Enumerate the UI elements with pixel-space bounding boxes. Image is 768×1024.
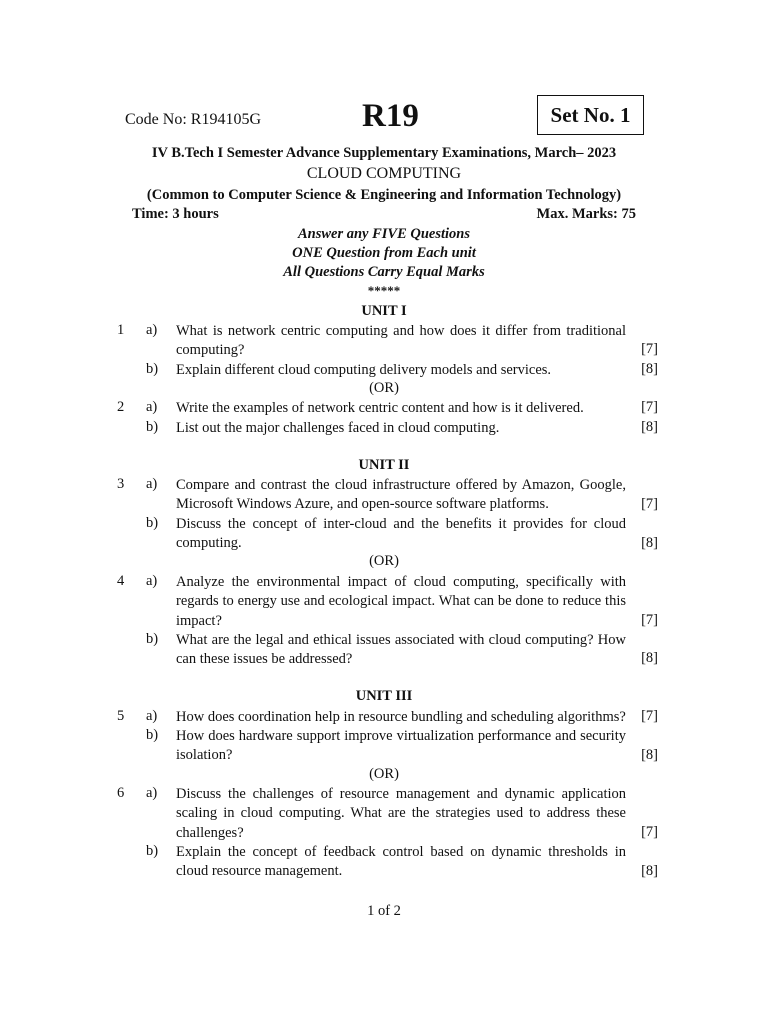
question-text: Write the examples of network centric content and how is it delivered. <box>176 400 584 416</box>
separator-stars: ***** <box>367 283 401 298</box>
or-divider: (OR) <box>369 553 399 569</box>
question-number: 1 <box>117 322 125 338</box>
question-text: Discuss the challenges of resource management and dynamic application scaling in cloud computing. What are the strategies used to address these challenges? <box>176 786 626 841</box>
question-text: What are the legal and ethical issues associated with cloud computing? How can these issues be addressed? <box>176 632 626 668</box>
question-text: What is network centric computing and how does it differ from traditional computing? <box>176 323 626 359</box>
question-marks: [8] <box>641 650 658 666</box>
question-part-label: a) <box>146 399 158 415</box>
unit-heading: UNIT II <box>358 457 410 473</box>
unit-heading: UNIT III <box>355 688 413 704</box>
subject-title: CLOUD COMPUTING <box>306 165 462 182</box>
question-part-label: b) <box>146 843 159 859</box>
regulation-label: R19 <box>362 98 419 134</box>
or-divider: (OR) <box>369 380 399 396</box>
question-marks: [7] <box>641 399 658 415</box>
question-text: Analyze the environmental impact of cloud computing, specifically with regards to energy use and ecological impact. What can be done to reduce this impact? <box>176 574 626 629</box>
exam-title: IV B.Tech I Semester Advance Supplementary Examinations, March– 2023 <box>151 145 617 161</box>
question-part-label: b) <box>146 361 159 377</box>
question-part-label: b) <box>146 631 159 647</box>
instruction-line: Answer any FIVE Questions <box>297 226 471 242</box>
question-text: How does coordination help in resource bundling and scheduling algorithms? <box>176 709 626 725</box>
question-text: How does hardware support improve virtualization performance and security isolation? <box>176 728 626 764</box>
question-marks: [8] <box>641 361 658 377</box>
question-part-label: a) <box>146 785 158 801</box>
time-allowed: Time: 3 hours <box>132 206 219 222</box>
question-number: 6 <box>117 785 125 801</box>
question-part-label: b) <box>146 727 159 743</box>
question-marks: [8] <box>641 535 658 551</box>
question-marks: [8] <box>641 747 658 763</box>
code-number: Code No: R194105G <box>125 111 261 128</box>
question-number: 5 <box>117 708 125 724</box>
question-text: Explain different cloud computing delivery models and services. <box>176 362 552 378</box>
question-marks: [7] <box>641 341 658 357</box>
common-to-line: (Common to Computer Science & Engineering and Information Technology) <box>146 187 622 203</box>
question-marks: [8] <box>641 863 658 879</box>
or-divider: (OR) <box>369 766 399 782</box>
instruction-line: All Questions Carry Equal Marks <box>283 264 485 280</box>
unit-heading: UNIT I <box>361 303 407 319</box>
question-marks: [7] <box>641 496 658 512</box>
question-text: List out the major challenges faced in cloud computing. <box>176 420 500 436</box>
question-part-label: a) <box>146 476 158 492</box>
question-number: 4 <box>117 573 125 589</box>
question-number: 3 <box>117 476 125 492</box>
question-text: Compare and contrast the cloud infrastructure offered by Amazon, Google, Microsoft Windows Azure, and open-source software platforms. <box>176 477 626 513</box>
question-marks: [7] <box>641 708 658 724</box>
max-marks: Max. Marks: 75 <box>536 206 636 222</box>
question-part-label: a) <box>146 573 158 589</box>
question-marks: [7] <box>641 612 658 628</box>
question-marks: [7] <box>641 824 658 840</box>
question-text: Discuss the concept of inter-cloud and the benefits it provides for cloud computing. <box>176 516 626 552</box>
question-part-label: b) <box>146 515 159 531</box>
question-marks: [8] <box>641 419 658 435</box>
question-part-label: b) <box>146 419 159 435</box>
question-part-label: a) <box>146 322 158 338</box>
question-text: Explain the concept of feedback control based on dynamic thresholds in cloud resource management. <box>176 844 626 880</box>
question-number: 2 <box>117 399 125 415</box>
question-part-label: a) <box>146 708 158 724</box>
set-number-box: Set No. 1 <box>537 95 644 135</box>
page-number: 1 of 2 <box>367 903 401 919</box>
instruction-line: ONE Question from Each unit <box>292 245 476 261</box>
